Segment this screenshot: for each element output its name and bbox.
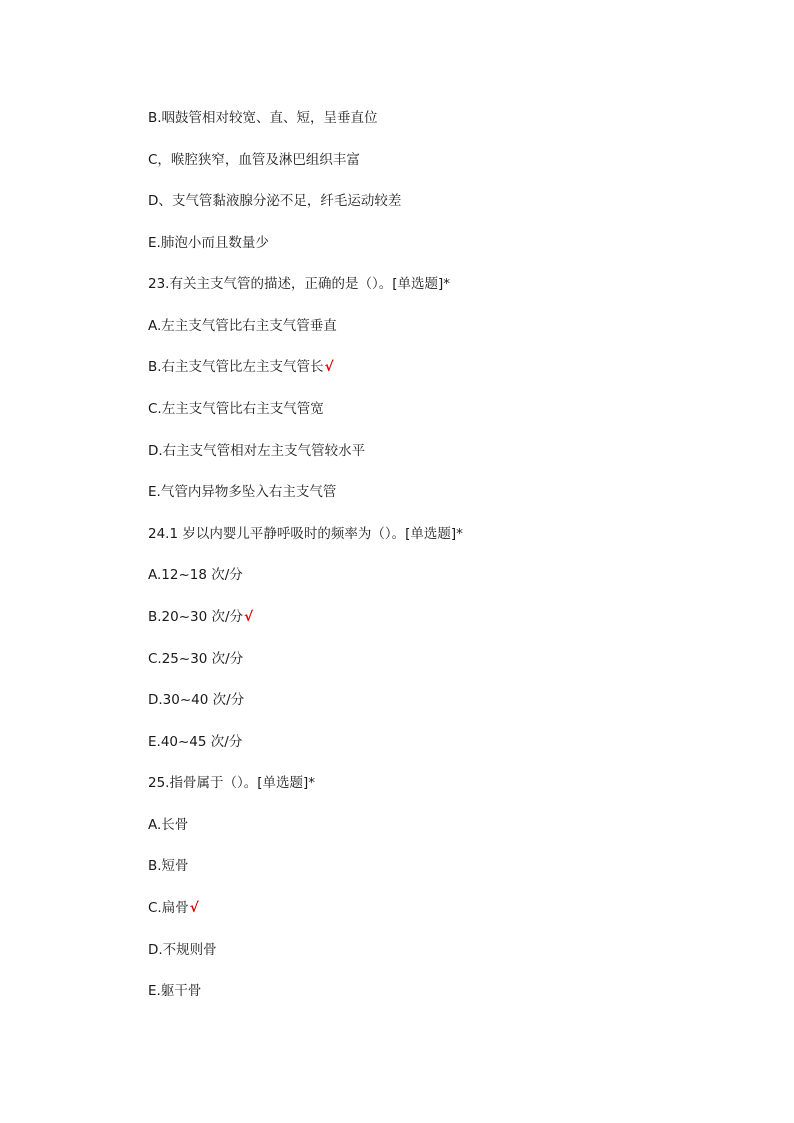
option-b-q24 [148,608,253,626]
option-a-q25 [148,816,189,834]
check-mark-icon: √ [244,609,254,625]
option-b-q22 [148,109,379,127]
option-e-q23 [148,483,337,501]
line-text: C，喉腔狭窄，血管及淋巴组织丰富 [148,152,360,168]
line-text: A.左主支气管比右主支气管垂直 [148,318,337,334]
line-text: 25.指骨属于（）。[单选题]* [148,775,316,791]
option-a-q23 [148,317,338,335]
line-text: C.左主支气管比右主支气管宽 [148,401,324,417]
line-text: B.短骨 [148,858,189,874]
check-mark-icon: √ [324,359,334,375]
line-text: 23.有关主支气管的描述，正确的是（）。[单选题]* [148,276,451,292]
line-text: D.30~40 次/分 [148,692,245,708]
option-c-q22 [148,151,361,169]
option-d-q22 [148,192,402,210]
line-text: E.40~45 次/分 [148,734,243,750]
option-b-q25 [148,857,190,875]
line-text: A.12~18 次/分 [148,567,243,583]
question-23 [148,275,451,293]
option-c-q24 [148,650,244,668]
question-24 [148,525,464,543]
option-d-q25 [148,941,218,959]
line-text: E.肺泡小而且数量少 [148,235,269,251]
line-text: B.咽鼓管相对较宽、直、短，呈垂直位 [148,110,378,126]
line-text: 24.1 岁以内婴儿平静呼吸时的频率为（）。[单选题]* [148,526,463,542]
check-mark-icon: √ [189,900,199,916]
option-e-q25 [148,982,202,1000]
option-e-q24 [148,733,243,751]
option-d-q24 [148,691,245,709]
option-a-q24 [148,566,244,584]
line-text: C.25~30 次/分 [148,651,244,667]
question-25 [148,774,316,792]
line-text: E.躯干骨 [148,983,202,999]
line-text: A.长骨 [148,817,189,833]
option-d-q23 [148,442,366,460]
line-text: B.20~30 次/分 [148,609,244,625]
line-text: E.气管内异物多坠入右主支气管 [148,484,337,500]
line-text: C.扁骨 [148,900,189,916]
option-c-q23 [148,400,325,418]
option-e-q22 [148,234,270,252]
line-text: D.不规则骨 [148,942,217,958]
option-b-q23 [148,358,334,376]
line-text: D.右主支气管相对左主支气管较水平 [148,443,366,459]
option-c-q25 [148,899,199,917]
line-text: D、支气管黏液腺分泌不足，纤毛运动较差 [148,193,402,209]
line-text: B.右主支气管比左主支气管长 [148,359,324,375]
